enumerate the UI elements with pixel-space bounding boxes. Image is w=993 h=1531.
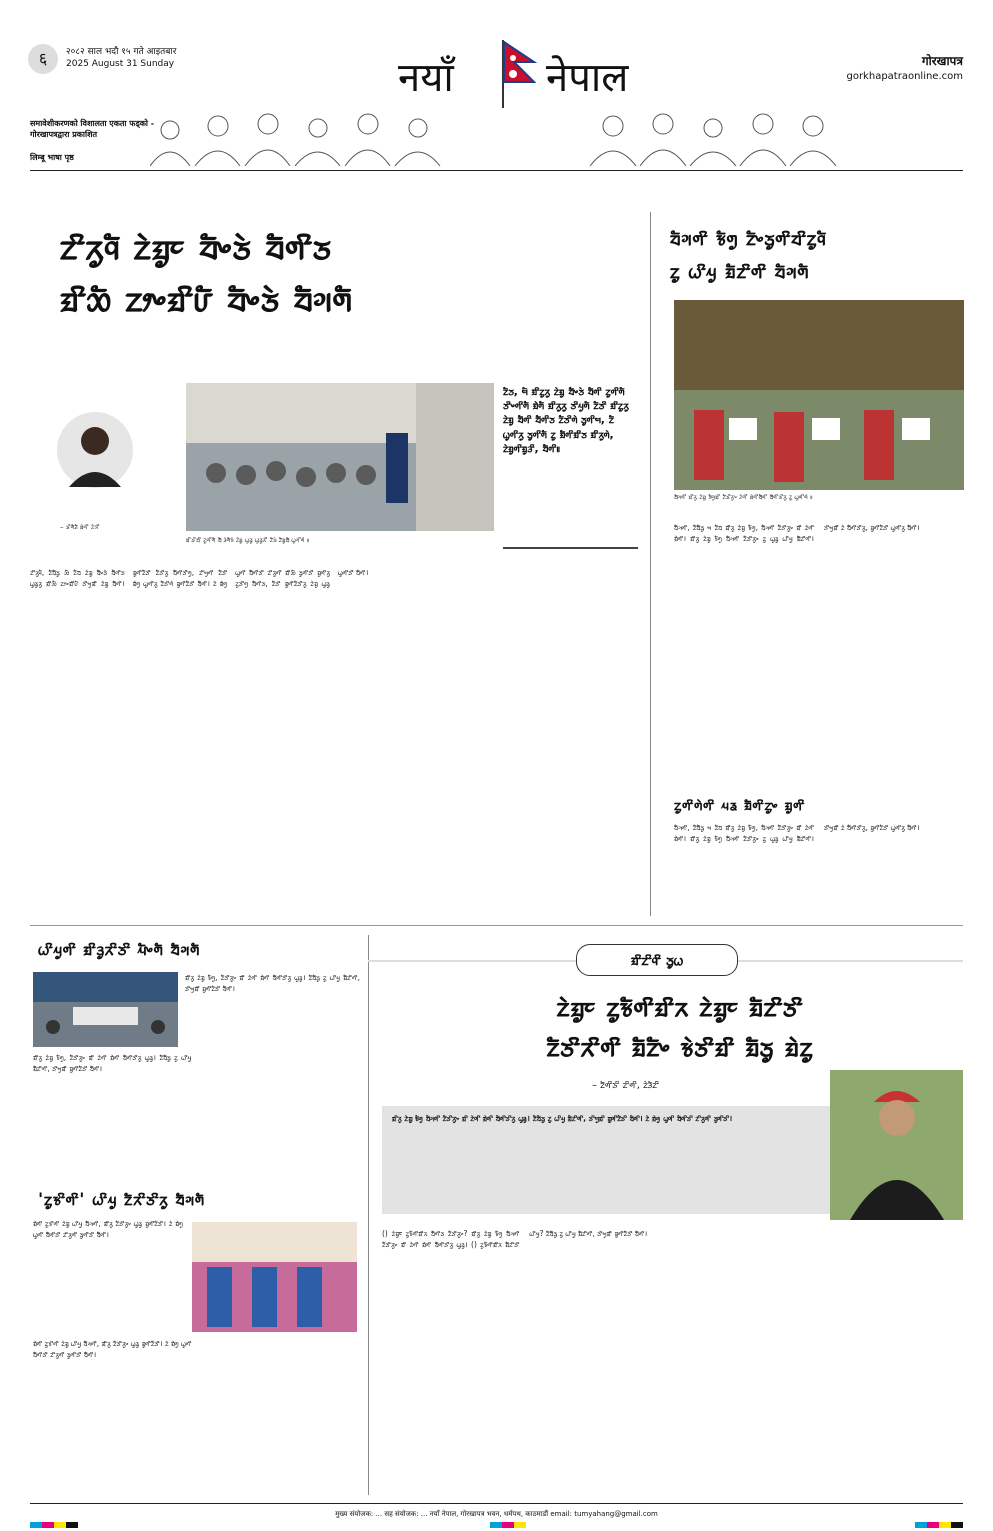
interviewee-portrait-icon: [830, 1070, 963, 1220]
tagline: समावेशीकरणको विशालता एकता फड्को - गोरखापत्रद्वारा प्रकाशित: [30, 119, 155, 139]
language-label: लिम्बू भाषा पृष्ठ: [30, 153, 74, 162]
masthead-word-left: नयाँ: [398, 55, 454, 101]
registration-mark: [54, 1522, 66, 1528]
mid-divider: [30, 925, 963, 926]
bottom-left-1-headline: ᤐᤡᤘᤢᤛᤡ ᤀᤡᤋᤢᤖᤡᤍᤡ ᤘᤠᤴᤛᤠ ᤔᤠᤆᤛᤠ: [38, 940, 201, 960]
bottom-left-1-body: ᤀᤡᤖᤢ ᤁᤧᤀᤢ ᤃᤠᤛᤢ, ᤁᤠᤍᤡᤖᤢᤴ ᤀᤡ ᤁᤧᤛᤡ ᤀᤧᤛᤡ ᤔᤠᤛᤡᤍᤡᤖᤢ ᤐᤢᤕᤢ। ᤁᤠᤔᤠᤍᤢ ᤁᤢ ᤐᤡᤘᤢ ᤀᤠᤁᤡᤛᤡ, ᤍᤡᤗᤢᤀᤡ ᤀᤢᤛᤡᤁᤠᤍᤡ ᤔᤠᤛᤡ।: [33, 1053, 192, 1074]
footer-credits: मुख्य संयोजक: ... सह संयोजक: ... नयाँ नेपाल, गोरखापत्र भवन, धर्मपथ, काठमाडौं email: tumyahang@gmail.com: [335, 1510, 658, 1518]
group-photo-icon: [674, 300, 964, 490]
website-link[interactable]: gorkhapatraonline.com: [846, 71, 963, 82]
registration-mark: [514, 1522, 526, 1528]
footer-divider: [30, 1503, 963, 1504]
masthead-word-right: नेपाल: [546, 55, 629, 101]
nepal-flag-icon: [500, 38, 540, 108]
publisher-brand: [846, 54, 963, 84]
side-headline-line-1: ᤔᤠᤆᤛᤡ ᤃᤠᤛᤢ ᤁᤠᤴᤍᤢᤛᤡᤔᤡᤁᤢᤚᤠ: [670, 226, 827, 250]
interview-intro-box: [382, 1106, 830, 1214]
bottom-left-2-body-left: ᤀᤧᤛᤡ ᤁᤢᤃᤡᤛᤡ ᤁᤧᤀᤢ ᤐᤡᤘᤢ ᤔᤠᤆᤛᤡ, ᤀᤡᤖᤢ ᤁᤠᤍᤡᤖᤢᤴ ᤐᤢᤕᤢ ᤀᤢᤛᤡᤁᤠᤍᤡ। ᤁᤧ ᤀᤧᤛᤢ ᤐᤢᤛᤡ ᤔᤠᤛᤡᤍᤡ ᤁᤡᤖᤢᤛᤡ ᤍᤢᤛᤡᤍᤡ ᤔᤠᤛᤡ।: [33, 1219, 183, 1240]
issue-date: [66, 46, 176, 70]
lead-photo: [186, 383, 494, 531]
interview-headline: [400, 988, 960, 1068]
side-body: ᤔᤠᤆᤛᤡ, ᤁᤠᤔᤠᤍᤢ ᤗ ᤁᤠᤔ ᤀᤡᤖᤢ ᤁᤧᤀᤢ ᤃᤠᤛᤢ, ᤔᤠᤆᤛᤡ ᤁᤠᤍᤡᤖᤢᤴ ᤀᤡ ᤁᤧᤛᤡ ᤀᤧᤛᤡ। ᤀᤡᤖᤢ ᤁᤧᤀᤢ ᤃᤠᤛᤢ ᤔᤠᤆᤛᤡ ᤁᤠᤍᤡᤖᤢᤴ ᤁᤢ ᤐᤢᤕᤢ ᤐᤡᤘᤢ ᤀᤠᤁᤡᤛᤡ। ᤍᤡᤗᤢᤀᤡ ᤁᤧ ᤔᤠᤛᤡᤍᤡᤖᤢ, ᤀᤢᤛᤡᤁᤠᤍᤡ ᤐᤢᤛᤡᤖᤢ ᤔᤠᤛᤡ।: [674, 523, 920, 544]
portrait-caption: – ᤍᤡᤛᤠᤏᤠ ᤀᤧᤛᤡ ᤁᤧᤈᤡ: [60, 523, 100, 531]
registration-mark: [42, 1522, 54, 1528]
book-launch-photo-icon: [192, 1222, 357, 1332]
registration-mark: [951, 1522, 963, 1528]
pull-quote-rule: [503, 547, 638, 549]
panel-photo-icon: [33, 972, 178, 1047]
bottom-left-2-headline: 'ᤁᤢᤃᤡᤛᤡ' ᤐᤡᤘᤢ ᤁᤠᤖᤡᤍᤡᤖᤢ ᤔᤠᤆᤛᤠ: [38, 1190, 206, 1210]
registration-mark: [502, 1522, 514, 1528]
interview-byline: – ᤁᤠᤛᤡᤍᤡ ᤁᤡᤛᤡ, ᤁᤧᤋᤠᤁᤡ: [592, 1080, 660, 1091]
header-divider: [30, 170, 963, 171]
registration-mark: [66, 1522, 78, 1528]
interview-headline-line-1: ᤁᤧᤀᤢᤰ ᤁᤢᤃᤠᤛᤡᤀᤡᤖ ᤁᤧᤀᤢᤰ ᤀᤠᤁᤡᤍᤡ: [556, 992, 804, 1023]
author-portrait: [55, 405, 135, 515]
interview-body: () ᤁᤧᤀᤢᤰ ᤁᤢᤃᤠᤛᤡᤀᤡᤖ ᤔᤠᤛᤡᤍ ᤁᤠᤍᤡᤖᤢᤴ? ᤀᤡᤖᤢ ᤁᤧᤀᤢ ᤃᤠᤛᤢ ᤔᤠᤆᤛᤡ ᤁᤠᤍᤡᤖᤢᤴ ᤀᤡ ᤁᤧᤛᤡ ᤀᤧᤛᤡ ᤔᤠᤛᤡᤍᤡᤖᤢ ᤐᤢᤕᤢ। () ᤁᤢᤃᤠᤛᤡᤀᤡᤖ ᤀᤠᤁᤡᤍᤡ ᤐᤡᤘᤢ? ᤁᤠᤔᤠᤍᤢ ᤁᤢ ᤐᤡᤘᤢ ᤀᤠᤁᤡᤛᤡ, ᤍᤡᤗᤢᤀᤡ ᤀᤢᤛᤡᤁᤠᤍᤡ ᤔᤠᤛᤡ।: [382, 1229, 648, 1250]
bottom-left-1-photo: [33, 972, 178, 1047]
side-subhead: ᤁᤢᤛᤡᤛᤧᤛᤡ ᤘᤕ ᤀᤠᤛᤡᤁᤢᤴ ᤀᤢᤛᤡ: [674, 796, 806, 814]
registration-mark: [927, 1522, 939, 1528]
lead-headline-line-2: ᤀᤡᤑᤠ ᤁᤣᤴᤀᤡᤙᤠ ᤔᤠᤴᤍᤧ ᤔᤠᤆᤛᤠ: [60, 279, 353, 320]
bottom-left-1-body-right: ᤀᤡᤖᤢ ᤁᤧᤀᤢ ᤃᤠᤛᤢ, ᤁᤠᤍᤡᤖᤢᤴ ᤀᤡ ᤁᤧᤛᤡ ᤀᤧᤛᤡ ᤔᤠᤛᤡᤍᤡᤖᤢ ᤐᤢᤕᤢ। ᤁᤠᤔᤠᤍᤢ ᤁᤢ ᤐᤡᤘᤢ ᤀᤠᤁᤡᤛᤡ, ᤍᤡᤗᤢᤀᤡ ᤀᤢᤛᤡᤁᤠᤍᤡ ᤔᤠᤛᤡ।: [185, 973, 360, 994]
bottom-column-divider: [368, 935, 369, 1495]
side-headline: [670, 222, 965, 288]
registration-mark: [490, 1522, 502, 1528]
registration-mark: [939, 1522, 951, 1528]
pull-quote: ᤁᤠᤍ, ᤗᤠ ᤀᤡᤁᤢᤖᤢ ᤁᤧᤀᤢ ᤔᤠᤴᤍᤧ ᤔᤠᤛᤡ ᤁᤢᤛᤡᤛᤠ ᤍᤡᤴᤛᤡᤛᤠ ᤀᤧᤛᤠ ᤀᤡᤖᤢᤖᤢ ᤍᤡᤘᤢᤛᤠ ᤁᤠᤍᤡ ᤀᤡᤁᤢᤖᤢ ᤁᤧᤀᤢ ᤔᤠᤛᤡ ᤔᤠᤛᤡᤍ ᤁᤠᤍᤡᤛᤧ ᤍᤢᤛᤡᤗ, ᤁᤠ ᤐᤢᤛᤡᤖᤢ ᤍᤢᤛᤡᤛᤠ ᤁᤢ ᤀᤠᤛᤡᤀᤡᤍ ᤀᤡᤖᤢᤛᤧ, ᤁᤧᤀᤢᤛᤡᤀᤢᤋᤡ, ᤔᤠᤛᤡ॥: [503, 385, 629, 455]
brand-name: गोरखापत्र: [921, 54, 963, 68]
interview-headline-line-2: ᤁᤠᤍᤡᤖᤡᤛᤡ ᤀᤠᤁᤠᤴ ᤃᤧᤍᤡᤀᤡ ᤀᤠᤍᤢ ᤀᤧᤁᤢ: [546, 1032, 814, 1063]
side-photo-caption: ᤔᤠᤆᤛᤡ ᤀᤡᤖᤢ ᤁᤧᤀᤢ ᤃᤠᤛᤢᤀᤡ ᤁᤠᤍᤡᤖᤢᤴ ᤁᤧᤛᤡ ᤀᤧᤛᤡᤔᤠᤛᤡ ᤔᤠᤛᤡᤍᤡᤖᤢ ᤁᤢ ᤐᤢᤛᤡᤛᤧ ॥: [674, 493, 813, 501]
portrait-icon: [55, 405, 135, 515]
column-divider: [650, 212, 651, 916]
lead-body: ᤁᤡᤖᤢᤚᤠ, ᤁᤠᤔᤠᤍᤢ ᤑᤠ ᤁᤠᤔ ᤁᤧᤀᤢ ᤔᤠᤴᤍᤧ ᤔᤠᤛᤡᤍ ᤐᤢᤕᤢᤖᤢ ᤀᤡᤑᤠ ᤁᤣᤴᤀᤡᤙᤠ ᤍᤡᤗᤢᤀᤡ ᤁᤧᤀᤢ ᤔᤠᤛᤡ। ᤀᤢᤛᤡᤁᤠᤍᤡ ᤁᤠᤍᤡᤖᤢ ᤔᤠᤛᤡᤍᤡᤛᤢ, ᤁᤡᤗᤢᤛᤡ ᤁᤠᤍᤡ ᤀᤧᤛᤢ ᤐᤢᤛᤡᤖᤢ ᤁᤠᤍᤡᤛᤧ ᤀᤢᤛᤡᤁᤠᤍᤡ ᤔᤠᤛᤡ। ᤁᤧ ᤀᤧᤛᤢ ᤐᤢᤛᤡ ᤔᤠᤛᤡᤍᤡ ᤁᤡᤖᤢᤛᤡ ᤀᤡᤑᤠ ᤍᤢᤛᤡᤍᤡ ᤀᤢᤛᤡᤖᤢ ᤁᤢᤍᤡᤛᤢ ᤔᤠᤛᤡᤍ, ᤁᤠᤍᤡ ᤀᤢᤛᤡᤁᤠᤍᤡᤖᤢ ᤁᤧᤀᤢ ᤐᤢᤕᤢ ᤐᤢᤛᤡᤍᤡ ᤔᤠᤛᤡ।: [30, 568, 369, 589]
registration-mark: [915, 1522, 927, 1528]
lead-headline-line-1: ᤁᤡᤖᤢᤚᤠ ᤁᤧᤀᤢᤰ ᤔᤠᤴᤍᤧ ᤔᤠᤛᤡᤍ: [60, 227, 332, 268]
bottom-left-2-photo: [192, 1222, 357, 1332]
interview-kicker: ᤀᤡᤁᤡᤚᤡ ᤍᤢᤐ: [576, 944, 738, 976]
date-nepali: २०८२ साल भदौ १५ गते आइतबार: [66, 47, 177, 57]
audience-photo-icon: [186, 383, 494, 531]
interviewee-photo: [830, 1070, 963, 1220]
date-english: 2025 August 31 Sunday: [66, 59, 175, 69]
side-photo: [674, 300, 964, 490]
side-headline-line-2: ᤁᤢ ᤐᤡᤘᤢ ᤀᤠᤁᤡᤛᤡ ᤔᤠᤆᤛᤠ: [670, 259, 810, 283]
page-number: ६: [28, 44, 58, 74]
registration-mark: [30, 1522, 42, 1528]
bottom-left-2-body: ᤀᤧᤛᤡ ᤁᤢᤃᤡᤛᤡ ᤁᤧᤀᤢ ᤐᤡᤘᤢ ᤔᤠᤆᤛᤡ, ᤀᤡᤖᤢ ᤁᤠᤍᤡᤖᤢᤴ ᤐᤢᤕᤢ ᤀᤢᤛᤡᤁᤠᤍᤡ। ᤁᤧ ᤀᤧᤛᤢ ᤐᤢᤛᤡ ᤔᤠᤛᤡᤍᤡ ᤁᤡᤖᤢᤛᤡ ᤍᤢᤛᤡᤍᤡ ᤔᤠᤛᤡ।: [33, 1339, 192, 1360]
lead-headline: [60, 222, 640, 326]
side-subhead-body: ᤔᤠᤆᤛᤡ, ᤁᤠᤔᤠᤍᤢ ᤗ ᤁᤠᤔ ᤀᤡᤖᤢ ᤁᤧᤀᤢ ᤃᤠᤛᤢ, ᤔᤠᤆᤛᤡ ᤁᤠᤍᤡᤖᤢᤴ ᤀᤡ ᤁᤧᤛᤡ ᤀᤧᤛᤡ। ᤀᤡᤖᤢ ᤁᤧᤀᤢ ᤃᤠᤛᤢ ᤔᤠᤆᤛᤡ ᤁᤠᤍᤡᤖᤢᤴ ᤁᤢ ᤐᤢᤕᤢ ᤐᤡᤘᤢ ᤀᤠᤁᤡᤛᤡ। ᤍᤡᤗᤢᤀᤡ ᤁᤧ ᤔᤠᤛᤡᤍᤡᤖᤢ, ᤀᤢᤛᤡᤁᤠᤍᤡ ᤐᤢᤛᤡᤖᤢ ᤔᤠᤛᤡ।: [674, 823, 920, 844]
interview-intro: ᤀᤡᤖᤢ ᤁᤧᤀᤢ ᤃᤠᤛᤢ ᤔᤠᤆᤛᤡ ᤁᤠᤍᤡᤖᤢᤴ ᤀᤡ ᤁᤧᤛᤡ ᤀᤧᤛᤡ ᤔᤠᤛᤡᤍᤡᤖᤢ ᤐᤢᤕᤢ। ᤁᤠᤔᤠᤍᤢ ᤁᤢ ᤐᤡᤘᤢ ᤀᤠᤁᤡᤛᤡ, ᤍᤡᤗᤢᤀᤡ ᤀᤢᤛᤡᤁᤠᤍᤡ ᤔᤠᤛᤡ। ᤁᤧ ᤀᤧᤛᤢ ᤐᤢᤛᤡ ᤔᤠᤛᤡᤍᤡ ᤁᤡᤖᤢᤛᤡ ᤍᤢᤛᤡᤍᤡ।: [392, 1114, 733, 1123]
lead-photo-caption: ᤀᤡᤍᤡᤔᤡ ᤁᤢᤛᤡᤛᤠ ᤔᤠ ᤋᤧᤛᤠᤃᤧ ᤁᤧᤀᤢ ᤐᤢᤕᤢ ᤐᤢᤕᤢᤖᤡ ᤁᤠᤍᤧ ᤁᤠᤀᤢᤔᤠ ᤐᤢᤆᤡᤛᤧ ॥: [186, 536, 310, 544]
